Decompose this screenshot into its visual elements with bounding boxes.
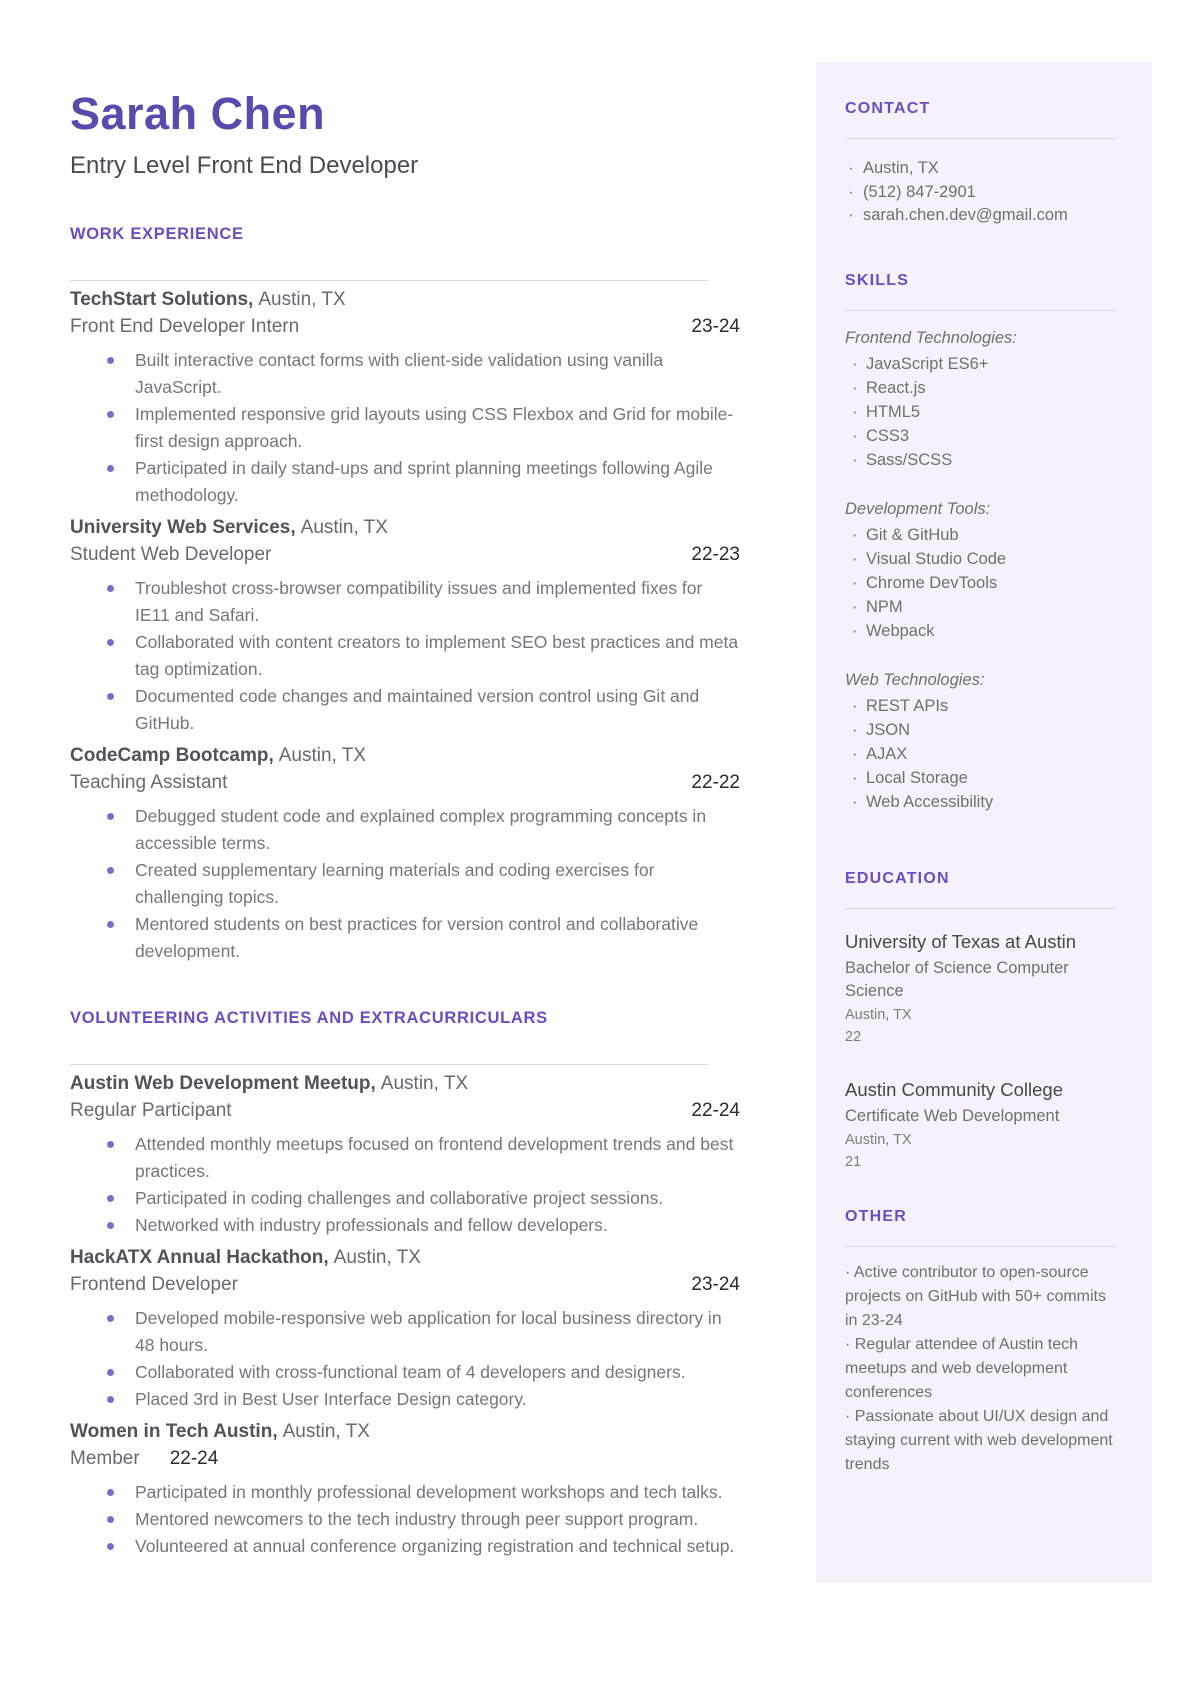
- sidebar-section-other: [845, 1208, 1118, 1477]
- experience-entry: [70, 287, 740, 509]
- section-divider: [70, 280, 708, 281]
- bullet-item: Built interactive contact forms with client-side validation using vanilla JavaScript.: [70, 347, 740, 401]
- education-heading: EDUCATION: [845, 869, 950, 887]
- section-heading-volunteering: VOLUNTEERING ACTIVITIES AND EXTRACURRICULARS: [70, 1008, 548, 1027]
- section-heading-work-experience: WORK EXPERIENCE: [70, 224, 244, 243]
- experience-entry: [70, 743, 740, 965]
- contact-email: · sarah.chen.dev@gmail.com: [845, 204, 1118, 228]
- skill-item: · NPM: [845, 595, 1118, 619]
- org-line: [70, 1071, 740, 1097]
- skill-item: · React.js: [845, 376, 1118, 400]
- other-item: · Regular attendee of Austin tech meetups and web development conferences: [845, 1333, 1117, 1405]
- contact-heading: CONTACT: [845, 100, 931, 117]
- skill-list: [845, 694, 1118, 814]
- role-title: Regular Participant: [70, 1099, 232, 1121]
- education-entry: [845, 929, 1118, 1047]
- bullet-item: Participated in daily stand-ups and sprint planning meetings following Agile methodology.: [70, 455, 740, 509]
- skill-item: · Local Storage: [845, 766, 1118, 790]
- bullet-item: Volunteered at annual conference organizing registration and technical setup.: [70, 1533, 740, 1560]
- bullet-item: Collaborated with cross-functional team of 4 developers and designers.: [70, 1359, 740, 1386]
- school-name: Austin Community College: [845, 1078, 1063, 1100]
- sidebar-divider: [845, 310, 1117, 311]
- skill-item: · JavaScript ES6+: [845, 352, 1118, 376]
- candidate-name: Sarah Chen: [70, 88, 326, 139]
- skill-list: [845, 523, 1118, 643]
- org-line: [70, 1419, 740, 1445]
- org-name: Austin Web Development Meetup,: [70, 1072, 376, 1094]
- bullet-item: Participated in coding challenges and collaborative project sessions.: [70, 1185, 740, 1212]
- role-title: Front End Developer Intern: [70, 315, 300, 337]
- graduation-year: 21: [845, 1153, 862, 1170]
- role-line: [70, 313, 740, 340]
- bullet-item: Debugged student code and explained complex programming concepts in accessible terms.: [70, 803, 740, 857]
- org-location: Austin, TX: [278, 744, 367, 766]
- bullet-item: Documented code changes and maintained version control using Git and GitHub.: [70, 683, 740, 737]
- volunteering-entry: [70, 1071, 740, 1239]
- skill-item: · REST APIs: [845, 694, 1118, 718]
- date-range: 23-24: [691, 1273, 740, 1295]
- role-line: [70, 1271, 740, 1298]
- org-line: [70, 743, 740, 769]
- sidebar: [816, 62, 1152, 1583]
- bullet-list: [70, 1131, 740, 1239]
- sidebar-section-skills: [845, 272, 1118, 814]
- role-line: [70, 1097, 740, 1124]
- bullet-item: Participated in monthly professional development workshops and tech talks.: [70, 1479, 740, 1506]
- other-heading: OTHER: [845, 1207, 907, 1225]
- bullet-item: Troubleshot cross-browser compatibility issues and implemented fixes for IE11 and Safari.: [70, 575, 740, 629]
- org-name: HackATX Annual Hackathon,: [70, 1246, 329, 1268]
- skill-item: · Visual Studio Code: [845, 547, 1118, 571]
- school-name: University of Texas at Austin: [845, 930, 1077, 952]
- other-item: · Passionate about UI/UX design and staying current with web development trends: [845, 1405, 1117, 1477]
- org-line: [70, 287, 740, 313]
- bullet-item: Collaborated with content creators to implement SEO best practices and meta tag optimization.: [70, 629, 740, 683]
- date-range: 23-24: [691, 315, 740, 337]
- sidebar-section-education: [845, 870, 1118, 1172]
- bullet-item: Attended monthly meetups focused on frontend development trends and best practices.: [70, 1131, 740, 1185]
- bullet-item: Mentored students on best practices for version control and collaborative development.: [70, 911, 740, 965]
- bullet-list: [70, 1479, 740, 1560]
- skill-item: · JSON: [845, 718, 1118, 742]
- skills-heading: SKILLS: [845, 271, 910, 289]
- org-line: [70, 515, 740, 541]
- other-list: [845, 1261, 1117, 1477]
- education-entry: [845, 1077, 1118, 1172]
- contact-list: [845, 157, 1118, 228]
- main-column: [70, 0, 740, 1564]
- skill-item: · Chrome DevTools: [845, 571, 1118, 595]
- org-line: [70, 1245, 740, 1271]
- date-range: 22-22: [691, 771, 740, 793]
- org-name: TechStart Solutions,: [70, 288, 254, 310]
- role-title: Student Web Developer: [70, 543, 272, 565]
- role-line: [70, 769, 740, 796]
- skills-group-label: Frontend Technologies:: [845, 328, 1017, 347]
- sidebar-divider: [845, 138, 1117, 139]
- bullet-list: [70, 575, 740, 737]
- bullet-list: [70, 347, 740, 509]
- bullet-item: Placed 3rd in Best User Interface Design category.: [70, 1386, 740, 1413]
- bullet-list: [70, 1305, 740, 1413]
- role-line: [70, 541, 740, 568]
- role-title: Teaching Assistant: [70, 771, 228, 793]
- skill-list: [845, 352, 1118, 472]
- org-location: Austin, TX: [380, 1072, 469, 1094]
- sidebar-divider: [845, 908, 1117, 909]
- date-range: 22-24: [169, 1447, 219, 1469]
- sidebar-divider: [845, 1246, 1117, 1247]
- org-location: Austin, TX: [282, 1420, 370, 1442]
- bullet-item: Networked with industry professionals and fellow developers.: [70, 1212, 740, 1239]
- date-range: 22-24: [691, 1099, 740, 1121]
- role-title: Frontend Developer: [70, 1273, 238, 1295]
- section-divider: [70, 1064, 708, 1065]
- bullet-item: Mentored newcomers to the tech industry through peer support program.: [70, 1506, 740, 1533]
- skills-group-label: Web Technologies:: [845, 670, 985, 689]
- degree: Certificate Web Development: [845, 1106, 1060, 1125]
- org-name: University Web Services,: [70, 516, 296, 538]
- volunteering-entry: [70, 1419, 740, 1560]
- org-name: Women in Tech Austin,: [70, 1420, 278, 1442]
- contact-location: · Austin, TX: [845, 157, 1118, 181]
- bullet-item: Developed mobile-responsive web application for local business directory in 48 hours.: [70, 1305, 740, 1359]
- school-location: Austin, TX: [845, 1131, 912, 1148]
- org-location: Austin, TX: [300, 516, 388, 538]
- sidebar-section-contact: [845, 100, 1118, 228]
- bullet-item: Created supplementary learning materials and coding exercises for challenging topics.: [70, 857, 740, 911]
- contact-phone: · (512) 847-2901: [845, 181, 1118, 205]
- org-location: Austin, TX: [258, 288, 346, 310]
- date-range: 22-23: [691, 543, 740, 565]
- skills-group-label: Development Tools:: [845, 499, 991, 518]
- bullet-list: [70, 803, 740, 965]
- skill-item: · Git & GitHub: [845, 523, 1118, 547]
- bullet-item: Implemented responsive grid layouts using CSS Flexbox and Grid for mobile-first design approach.: [70, 401, 740, 455]
- skill-item: · Sass/SCSS: [845, 448, 1118, 472]
- volunteering-entry: [70, 1245, 740, 1413]
- role-title: Member: [70, 1447, 140, 1469]
- role-line: [70, 1445, 740, 1472]
- candidate-title: Entry Level Front End Developer: [70, 151, 419, 179]
- experience-entry: [70, 515, 740, 737]
- skill-item: · Webpack: [845, 619, 1118, 643]
- org-name: CodeCamp Bootcamp,: [70, 744, 274, 766]
- school-location: Austin, TX: [845, 1006, 912, 1023]
- skill-item: · CSS3: [845, 424, 1118, 448]
- skill-item: · HTML5: [845, 400, 1118, 424]
- org-location: Austin, TX: [333, 1246, 421, 1268]
- degree: Bachelor of Science Computer Science: [845, 958, 1069, 1000]
- graduation-year: 22: [845, 1028, 862, 1045]
- skill-item: · Web Accessibility: [845, 790, 1118, 814]
- skill-item: · AJAX: [845, 742, 1118, 766]
- other-item: · Active contributor to open-source projects on GitHub with 50+ commits in 23-24: [845, 1261, 1117, 1333]
